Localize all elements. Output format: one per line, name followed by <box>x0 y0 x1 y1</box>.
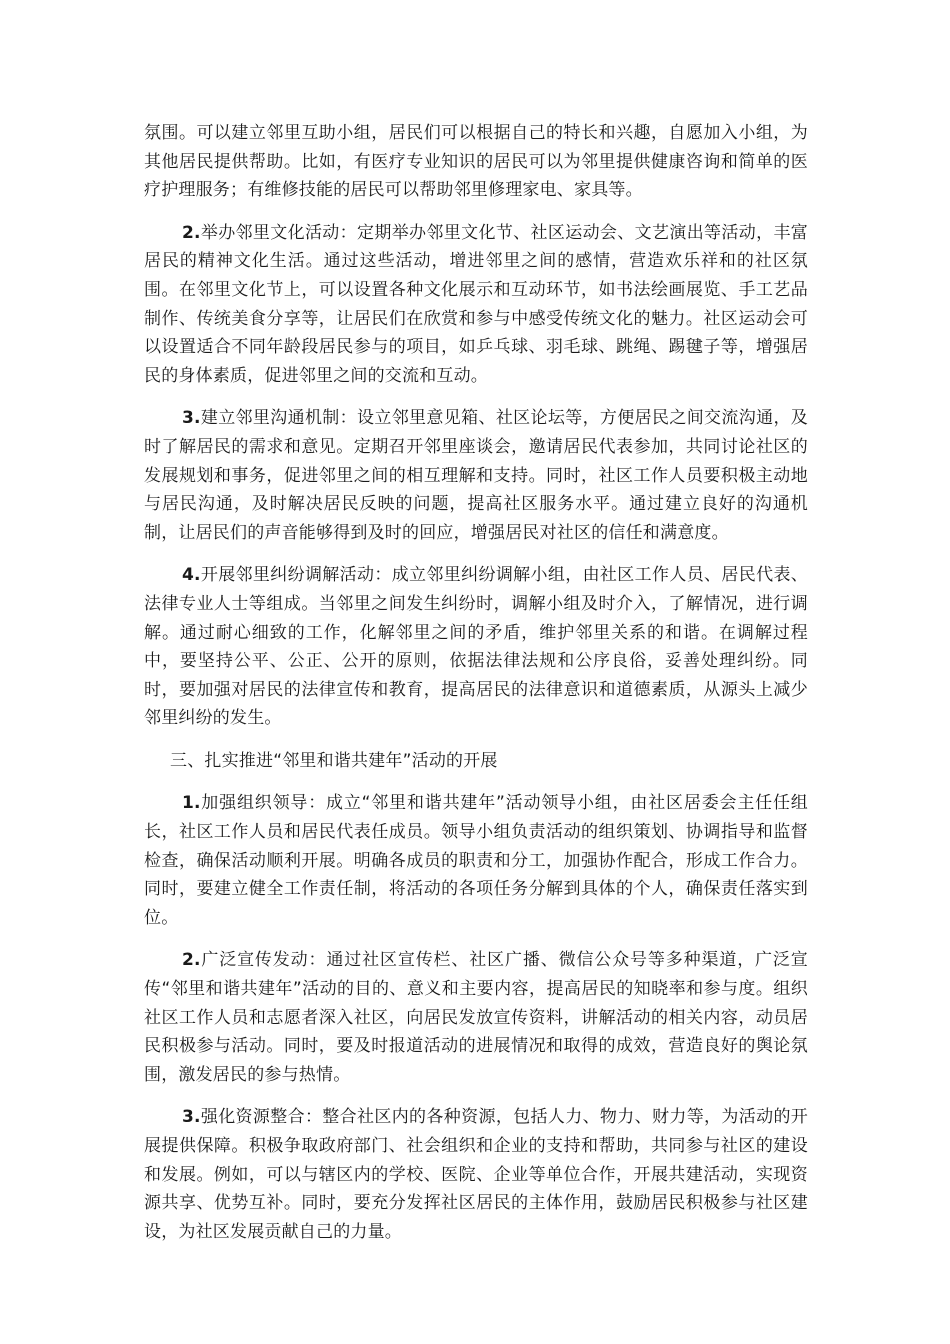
section-heading: 三、扎实推进“邻里和谐共建年”活动的开展 <box>170 750 498 771</box>
paragraph-item-4-mediation <box>144 561 808 733</box>
paragraph-text: 加强组织领导：成立“邻里和谐共建年”活动领导小组，由社区居委会主任任组长，社区工作人员和居民代表任成员。领导小组负责活动的组织策划、协调指导和监督检查，确保活动顺利开展。明确各成员的职责和分工，加强协作配合，形成工作合力。同时，要建立健全工作责任制，将活动的各项任务分解到具体的个人，确保责任落实到位。 <box>144 793 808 928</box>
document-page <box>144 119 808 1260</box>
section-paragraph-2-publicity <box>144 946 808 1089</box>
paragraph-text: 举办邻里文化活动：定期举办邻里文化节、社区运动会、文艺演出等活动，丰富居民的精神文化生活。通过这些活动，增进邻里之间的感情，营造欢乐祥和的社区氛围。在邻里文化节上，可以设置各种文化展示和互动环节，如书法绘画展览、手工艺品制作、传统美食分享等，让居民们在欣赏和参与中感受传统文化的魅力。社区运动会可以设置适合不同年龄段居民参与的项目，如乒乓球、羽毛球、跳绳、踢毽子等，增强居民的身体素质，促进邻里之间的交流和互动。 <box>144 222 808 386</box>
paragraph-number: 1. <box>182 793 201 814</box>
paragraph-number: 3. <box>182 408 201 429</box>
paragraph-text: 开展邻里纠纷调解活动：成立邻里纠纷调解小组，由社区工作人员、居民代表、法律专业人士等组成。当邻里之间发生纠纷时，调解小组及时介入，了解情况，进行调解。通过耐心细致的工作，化解邻里之间的矛盾，维护邻里关系的和谐。在调解过程中，要坚持公平、公正、公开的原则，依据法律法规和公序良俗，妥善处理纠纷。同时，要加强对居民的法律宣传和教育，提高居民的法律意识和道德素质，从源头上减少邻里纠纷的发生。 <box>144 565 808 729</box>
section-paragraph-3-resources <box>144 1103 808 1246</box>
paragraph-number: 2. <box>182 950 201 971</box>
paragraph-text: 氛围。可以建立邻里互助小组，居民们可以根据自己的特长和兴趣，自愿加入小组，为其他居民提供帮助。比如，有医疗专业知识的居民可以为邻里提供健康咨询和简单的医疗护理服务；有维修技能的居民可以帮助邻里修理家电、家具等。 <box>144 123 808 201</box>
section-paragraph-1-leadership <box>144 789 808 932</box>
paragraph-text: 强化资源整合：整合社区内的各种资源，包括人力、物力、财力等，为活动的开展提供保障。积极争取政府部门、社会组织和企业的支持和帮助，共同参与社区的建设和发展。例如，可以与辖区内的学校、医院、企业等单位合作，开展共建活动，实现资源共享、优势互补。同时，要充分发挥社区居民的主体作用，鼓励居民积极参与社区建设，为社区发展贡献自己的力量。 <box>144 1107 808 1242</box>
paragraph-text: 广泛宣传发动：通过社区宣传栏、社区广播、微信公众号等多种渠道，广泛宣传“邻里和谐共建年”活动的目的、意义和主要内容，提高居民的知晓率和参与度。组织社区工作人员和志愿者深入社区，向居民发放宣传资料，讲解活动的相关内容，动员居民积极参与活动。同时，要及时报道活动的进展情况和取得的成效，营造良好的舆论氛围，激发居民的参与热情。 <box>144 950 808 1085</box>
paragraph-continued <box>144 119 808 205</box>
paragraph-number: 4. <box>182 565 201 586</box>
paragraph-item-3-communication <box>144 404 808 547</box>
paragraph-number: 2. <box>182 222 201 243</box>
paragraph-item-2-cultural-activities <box>144 219 808 391</box>
paragraph-number: 3. <box>182 1107 201 1128</box>
paragraph-text: 建立邻里沟通机制：设立邻里意见箱、社区论坛等，方便居民之间交流沟通，及时了解居民的需求和意见。定期召开邻里座谈会，邀请居民代表参加，共同讨论社区的发展规划和事务，促进邻里之间的相互理解和支持。同时，社区工作人员要积极主动地与居民沟通，及时解决居民反映的问题，提高社区服务水平。通过建立良好的沟通机制，让居民们的声音能够得到及时的回应，增强居民对社区的信任和满意度。 <box>144 408 808 543</box>
